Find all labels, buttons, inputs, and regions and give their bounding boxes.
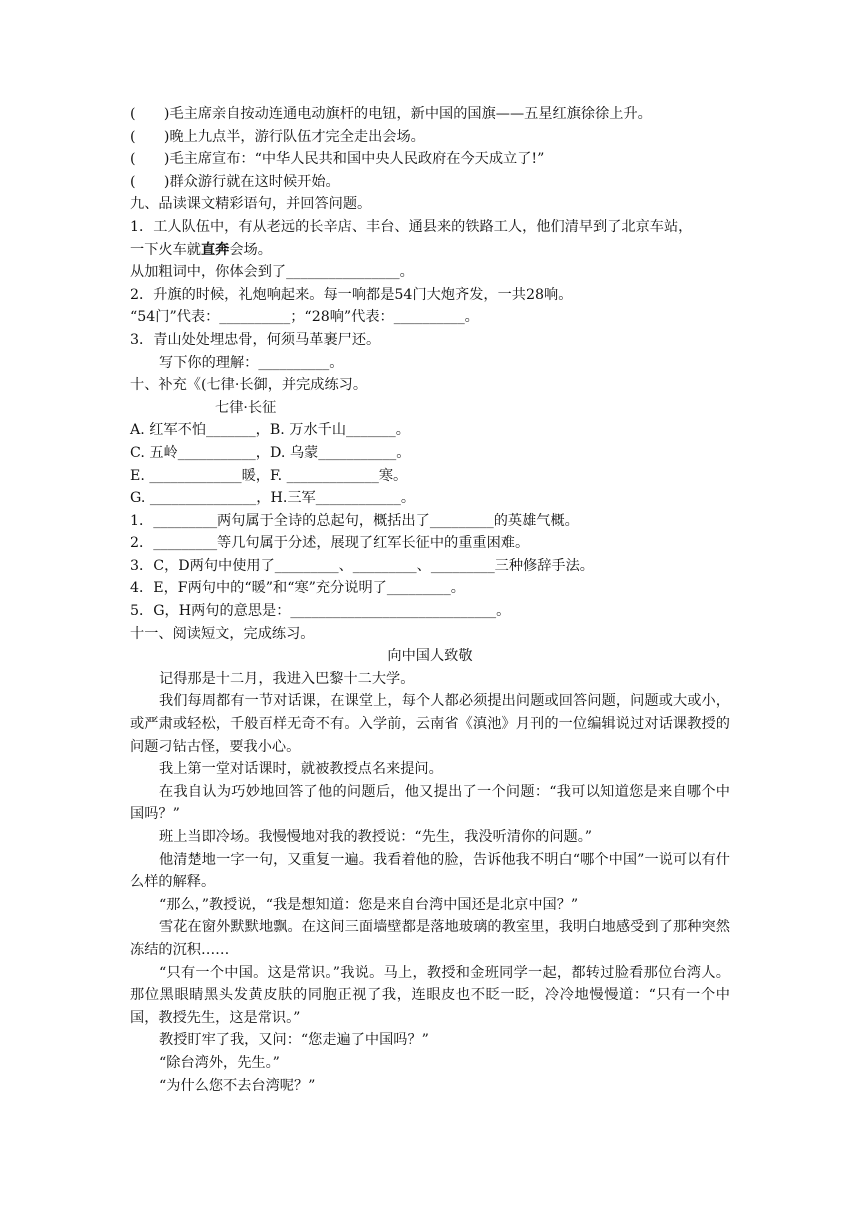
poem-title: 七律·长征 (215, 399, 277, 416)
sequence-item: ( )晚上九点半，游行队伍才完全走出会场。 (130, 128, 425, 145)
question-3-prompt: 写下你的理解：__________。 (159, 354, 344, 371)
article-paragraph: “为什么您不去台湾呢？” (159, 1077, 316, 1094)
sequence-item: ( )群众游行就在这时候开始。 (130, 173, 340, 190)
section-heading-9: 九、品读课文精彩语句，并回答问题。 (130, 196, 372, 213)
article-paragraph: 我们每周都有一节对话课，在课堂上，每个人都必须提出问题或回答问题，问题或大或小，或严肃或轻松，千般百样无奇不有。入学前，云南省《滇池》月刊的一位编辑说过对话课教授的问题刁钻古怪，要我小心。 (130, 693, 730, 755)
section-heading-11: 十一、阅读短文，完成练习。 (130, 625, 315, 642)
article-paragraph: 雪花在窗外默默地飘。在这间三面墙壁都是落地玻璃的教室里，我明白地感受到了那种突然冻结的沉积…… (130, 919, 730, 958)
poem-line: E. _____________暖，F. _____________寒。 (130, 467, 408, 484)
bold-word: 直奔 (200, 241, 230, 258)
question-2-prompt: “54门”代表：__________；“28响”代表：__________。 (130, 309, 479, 326)
question-1-post: 会场。 (229, 241, 272, 258)
question-1-text-cont (130, 239, 730, 262)
article-paragraph: “除台湾外，先生。” (159, 1054, 280, 1071)
article-paragraph: 教授盯牢了我，又问：“您走遍了中国吗？” (159, 1032, 429, 1049)
article-paragraph: 我上第一堂对话课时，就被教授点名来提问。 (159, 761, 443, 778)
article-title: 向中国人致敬 (387, 648, 473, 665)
poem-line: A. 红军不怕_______，B. 万水千山_______。 (130, 422, 410, 439)
article-paragraph: 他清楚地一字一句，又重复一遍。我看着他的脸，告诉他我不明白“哪个中国”一说可以有什么样的解释。 (130, 851, 730, 891)
article-paragraph: 记得那是十二月，我进入巴黎十二大学。 (159, 670, 415, 687)
question-1-pre: 一下火车就 (130, 241, 201, 258)
poem-question: 2．_________等几句属于分述，展现了红军长征中的重重困难。 (130, 535, 530, 552)
question-3-text: 3．青山处处埋忠骨，何须马革裹尸还。 (130, 331, 381, 348)
sequence-item: ( )毛主席宣布：“中华人民共和国中央人民政府在今天成立了!” (130, 151, 545, 168)
poem-question: 5．G，H两句的意思是：_____________________________。 (130, 603, 511, 620)
article-paragraph: 班上当即冷场。我慢慢地对我的教授说：“先生，我没听清你的问题。” (159, 829, 593, 845)
poem-line: C. 五岭___________，D. 乌蒙___________。 (130, 444, 411, 461)
question-2-text: 2．升旗的时候，礼炮响起来。每一响都是54门大炮齐发，一共28响。 (130, 286, 573, 303)
question-1-text: 1．工人队伍中，有从老远的长辛店、丰台、通县来的铁路工人，他们清早到了北京车站， (130, 218, 693, 235)
poem-question: 3．C，D两句中使用了_________、_________、_________三种修辞手法。 (130, 557, 594, 574)
poem-line: G. _______________，H.三军____________。 (130, 490, 416, 507)
article-paragraph: “只有一个中国。这是常识。”我说。马上，教授和金班同学一起，都转过脸看那位台湾人。那位黑眼睛黑头发黄皮肤的同胞正视了我，连眼皮也不眨一眨，冷冷地慢慢道：“只有一个中国，教授先生，这是常识。” (130, 964, 730, 1026)
article-paragraph: 在我自认为巧妙地回答了他的问题后，他又提出了一个问题：“我可以知道您是来自哪个中国吗？” (130, 783, 730, 823)
question-1-prompt: 从加粗词中，你体会到了________________。 (130, 264, 414, 281)
sequence-item: ( )毛主席亲自按动连通电动旗杆的电钮，新中国的国旗——五星红旗徐徐上升。 (130, 106, 652, 122)
article-paragraph: “那么，”教授说，“我是想知道：您是来自台湾中国还是北京中国？” (159, 896, 579, 913)
poem-question: 1．_________两句属于全诗的总起句，概括出了_________的英雄气概。 (130, 512, 579, 529)
section-heading-10: 十、补充《(七律·长御，并完成练习。 (130, 377, 368, 394)
poem-question: 4．E，F两句中的“暖”和“寒”充分说明了_________。 (130, 580, 465, 597)
document-page (130, 103, 730, 1097)
